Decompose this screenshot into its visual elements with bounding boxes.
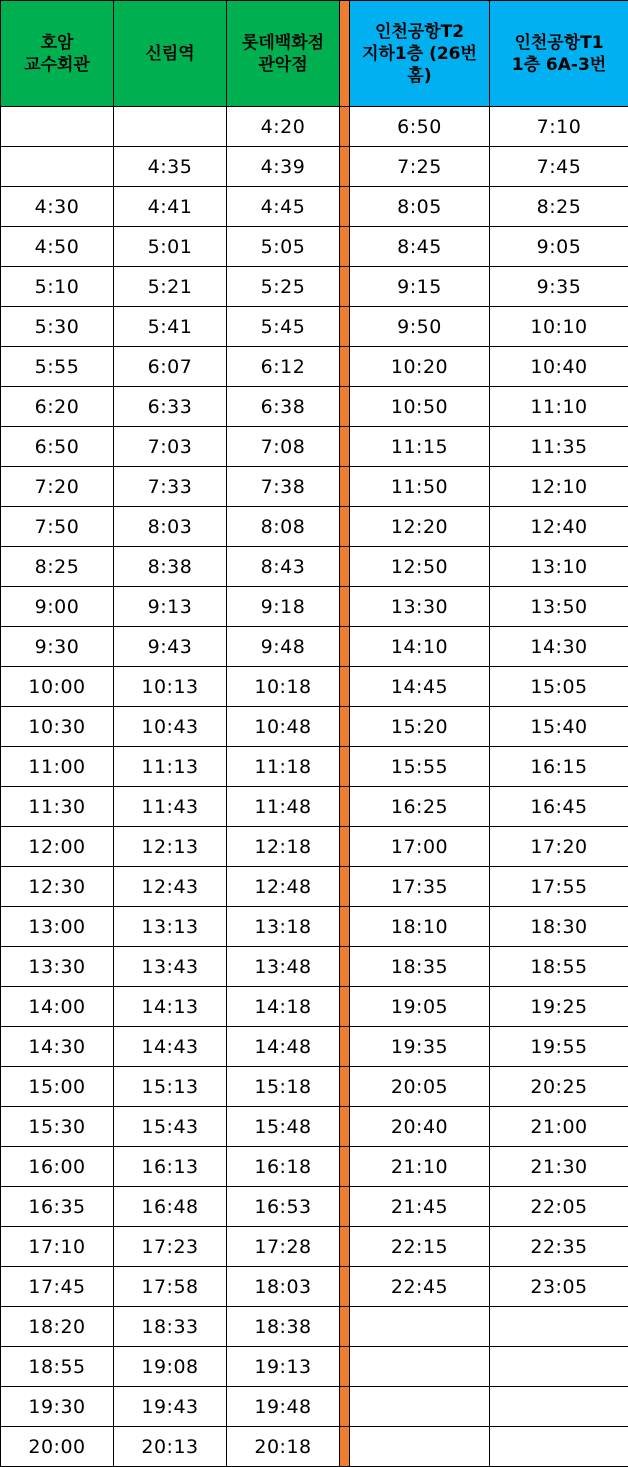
separator-cell [340, 107, 350, 147]
time-lotte-cell: 5:05 [227, 227, 340, 267]
time-t2-cell: 15:20 [350, 707, 490, 747]
time-sillim-cell: 15:43 [114, 1107, 227, 1147]
time-t1-cell: 19:25 [490, 987, 628, 1027]
table-row [1, 707, 628, 747]
time-t2-cell: 12:20 [350, 507, 490, 547]
time-sillim-cell: 12:43 [114, 867, 227, 907]
separator-cell [340, 547, 350, 587]
separator-cell [340, 187, 350, 227]
table-row [1, 1347, 628, 1387]
time-t2-cell [350, 1427, 490, 1467]
time-t2-cell: 22:45 [350, 1267, 490, 1307]
time-t2-cell: 17:35 [350, 867, 490, 907]
header-lotte-dept-gwanak: 롯데백화점 관악점 [227, 1, 340, 107]
time-t2-cell [350, 1387, 490, 1427]
table-row [1, 1387, 628, 1427]
time-t1-cell: 10:40 [490, 347, 628, 387]
time-t1-cell: 19:55 [490, 1027, 628, 1067]
table-row [1, 1307, 628, 1347]
time-t1-cell: 12:40 [490, 507, 628, 547]
time-hoam-cell: 19:30 [1, 1387, 114, 1427]
time-sillim-cell: 7:33 [114, 467, 227, 507]
time-sillim-cell: 6:33 [114, 387, 227, 427]
time-t1-cell: 17:55 [490, 867, 628, 907]
table-row [1, 1227, 628, 1267]
time-lotte-cell: 14:18 [227, 987, 340, 1027]
table-row [1, 147, 628, 187]
table-row [1, 1147, 628, 1187]
separator-cell [340, 387, 350, 427]
separator-cell [340, 987, 350, 1027]
time-hoam-cell: 18:55 [1, 1347, 114, 1387]
table-row [1, 867, 628, 907]
time-t1-cell: 13:10 [490, 547, 628, 587]
time-sillim-cell: 11:13 [114, 747, 227, 787]
header-incheon-airport-t1: 인천공항T1 1층 6A-3번 [490, 1, 628, 107]
time-t2-cell: 17:00 [350, 827, 490, 867]
time-hoam-cell: 9:30 [1, 627, 114, 667]
time-t2-cell: 8:05 [350, 187, 490, 227]
time-lotte-cell: 9:18 [227, 587, 340, 627]
time-t2-cell: 8:45 [350, 227, 490, 267]
time-sillim-cell: 10:43 [114, 707, 227, 747]
time-hoam-cell: 17:10 [1, 1227, 114, 1267]
time-t1-cell: 16:45 [490, 787, 628, 827]
time-t1-cell: 21:00 [490, 1107, 628, 1147]
header-sillim-station: 신림역 [114, 1, 227, 107]
time-t2-cell: 16:25 [350, 787, 490, 827]
time-hoam-cell [1, 107, 114, 147]
time-t2-cell: 9:50 [350, 307, 490, 347]
time-sillim-cell: 13:43 [114, 947, 227, 987]
time-sillim-cell: 16:48 [114, 1187, 227, 1227]
time-t2-cell: 11:50 [350, 467, 490, 507]
time-hoam-cell: 11:00 [1, 747, 114, 787]
time-t1-cell: 18:30 [490, 907, 628, 947]
time-t2-cell: 11:15 [350, 427, 490, 467]
time-lotte-cell: 16:18 [227, 1147, 340, 1187]
time-lotte-cell: 6:38 [227, 387, 340, 427]
time-t1-cell [490, 1387, 628, 1427]
time-sillim-cell: 15:13 [114, 1067, 227, 1107]
time-t1-cell: 9:05 [490, 227, 628, 267]
time-t1-cell: 16:15 [490, 747, 628, 787]
time-t2-cell: 19:05 [350, 987, 490, 1027]
time-t1-cell: 12:10 [490, 467, 628, 507]
time-hoam-cell: 15:00 [1, 1067, 114, 1107]
table-row [1, 827, 628, 867]
table-row [1, 507, 628, 547]
time-t2-cell [350, 1347, 490, 1387]
time-t1-cell: 21:30 [490, 1147, 628, 1187]
time-sillim-cell: 10:13 [114, 667, 227, 707]
separator-cell [340, 1027, 350, 1067]
time-lotte-cell: 20:18 [227, 1427, 340, 1467]
table-row [1, 1427, 628, 1467]
time-hoam-cell: 10:00 [1, 667, 114, 707]
time-sillim-cell: 8:38 [114, 547, 227, 587]
time-sillim-cell: 4:35 [114, 147, 227, 187]
time-sillim-cell: 9:43 [114, 627, 227, 667]
time-t1-cell: 23:05 [490, 1267, 628, 1307]
time-sillim-cell: 14:13 [114, 987, 227, 1027]
time-hoam-cell: 6:50 [1, 427, 114, 467]
time-t2-cell: 18:10 [350, 907, 490, 947]
time-hoam-cell: 14:00 [1, 987, 114, 1027]
table-row [1, 427, 628, 467]
time-hoam-cell: 12:30 [1, 867, 114, 907]
time-lotte-cell: 18:03 [227, 1267, 340, 1307]
time-hoam-cell: 11:30 [1, 787, 114, 827]
table-row [1, 187, 628, 227]
time-hoam-cell: 15:30 [1, 1107, 114, 1147]
time-lotte-cell: 19:13 [227, 1347, 340, 1387]
time-lotte-cell: 7:38 [227, 467, 340, 507]
time-sillim-cell: 8:03 [114, 507, 227, 547]
table-row [1, 387, 628, 427]
time-lotte-cell: 5:45 [227, 307, 340, 347]
separator-cell [340, 787, 350, 827]
separator-cell [340, 627, 350, 667]
time-sillim-cell [114, 107, 227, 147]
time-t2-cell: 20:05 [350, 1067, 490, 1107]
separator-cell [340, 1147, 350, 1187]
time-hoam-cell: 7:50 [1, 507, 114, 547]
time-sillim-cell: 20:13 [114, 1427, 227, 1467]
time-lotte-cell: 18:38 [227, 1307, 340, 1347]
time-t1-cell: 11:35 [490, 427, 628, 467]
time-sillim-cell: 17:58 [114, 1267, 227, 1307]
time-t2-cell: 18:35 [350, 947, 490, 987]
time-t2-cell: 6:50 [350, 107, 490, 147]
time-lotte-cell: 12:48 [227, 867, 340, 907]
time-lotte-cell: 5:25 [227, 267, 340, 307]
time-hoam-cell: 20:00 [1, 1427, 114, 1467]
time-lotte-cell: 17:28 [227, 1227, 340, 1267]
separator-cell [340, 1387, 350, 1427]
time-lotte-cell: 13:48 [227, 947, 340, 987]
separator-cell [340, 587, 350, 627]
time-sillim-cell: 19:43 [114, 1387, 227, 1427]
table-row [1, 747, 628, 787]
table-row [1, 587, 628, 627]
time-hoam-cell: 4:30 [1, 187, 114, 227]
separator-cell [340, 1347, 350, 1387]
separator-cell [340, 347, 350, 387]
time-t1-cell: 20:25 [490, 1067, 628, 1107]
separator-cell [340, 1067, 350, 1107]
time-lotte-cell: 10:48 [227, 707, 340, 747]
table-row [1, 1187, 628, 1227]
time-sillim-cell: 11:43 [114, 787, 227, 827]
time-hoam-cell: 16:00 [1, 1147, 114, 1187]
time-t2-cell: 21:10 [350, 1147, 490, 1187]
time-t1-cell: 11:10 [490, 387, 628, 427]
time-hoam-cell: 18:20 [1, 1307, 114, 1347]
time-t2-cell: 20:40 [350, 1107, 490, 1147]
time-sillim-cell: 5:21 [114, 267, 227, 307]
time-hoam-cell: 5:10 [1, 267, 114, 307]
table-row [1, 987, 628, 1027]
time-hoam-cell: 12:00 [1, 827, 114, 867]
time-t2-cell: 7:25 [350, 147, 490, 187]
time-t2-cell: 19:35 [350, 1027, 490, 1067]
separator-cell [340, 1187, 350, 1227]
time-sillim-cell: 6:07 [114, 347, 227, 387]
header-incheon-airport-t2: 인천공항T2 지하1층 (26번 홈) [350, 1, 490, 107]
table-row [1, 667, 628, 707]
separator-cell [340, 227, 350, 267]
time-t2-cell: 12:50 [350, 547, 490, 587]
header-hoam-faculty-house: 호암 교수회관 [1, 1, 114, 107]
time-lotte-cell: 12:18 [227, 827, 340, 867]
separator-cell [340, 267, 350, 307]
time-lotte-cell: 4:45 [227, 187, 340, 227]
separator-cell [340, 827, 350, 867]
time-lotte-cell: 11:18 [227, 747, 340, 787]
time-t1-cell: 22:35 [490, 1227, 628, 1267]
time-lotte-cell: 15:18 [227, 1067, 340, 1107]
separator-cell [340, 947, 350, 987]
time-t1-cell [490, 1427, 628, 1467]
time-lotte-cell: 16:53 [227, 1187, 340, 1227]
time-t2-cell [350, 1307, 490, 1347]
time-lotte-cell: 8:08 [227, 507, 340, 547]
time-hoam-cell: 8:25 [1, 547, 114, 587]
separator-cell [340, 427, 350, 467]
table-row [1, 307, 628, 347]
time-t2-cell: 21:45 [350, 1187, 490, 1227]
time-t1-cell [490, 1307, 628, 1347]
time-t2-cell: 14:45 [350, 667, 490, 707]
time-sillim-cell: 9:13 [114, 587, 227, 627]
header-row [1, 1, 628, 107]
table-row [1, 787, 628, 827]
separator-cell [340, 147, 350, 187]
separator-cell [340, 307, 350, 347]
time-lotte-cell: 4:39 [227, 147, 340, 187]
time-sillim-cell: 13:13 [114, 907, 227, 947]
table-row [1, 947, 628, 987]
time-hoam-cell: 5:55 [1, 347, 114, 387]
time-sillim-cell: 18:33 [114, 1307, 227, 1347]
time-hoam-cell: 17:45 [1, 1267, 114, 1307]
time-hoam-cell: 10:30 [1, 707, 114, 747]
time-sillim-cell: 7:03 [114, 427, 227, 467]
time-hoam-cell: 4:50 [1, 227, 114, 267]
time-sillim-cell: 5:01 [114, 227, 227, 267]
time-t2-cell: 10:50 [350, 387, 490, 427]
time-lotte-cell: 7:08 [227, 427, 340, 467]
table-row [1, 1267, 628, 1307]
time-lotte-cell: 15:48 [227, 1107, 340, 1147]
time-sillim-cell: 16:13 [114, 1147, 227, 1187]
time-hoam-cell: 14:30 [1, 1027, 114, 1067]
time-hoam-cell: 16:35 [1, 1187, 114, 1227]
time-hoam-cell: 13:00 [1, 907, 114, 947]
table-row [1, 107, 628, 147]
table-row [1, 267, 628, 307]
table-row [1, 1027, 628, 1067]
table-row [1, 467, 628, 507]
time-lotte-cell: 14:48 [227, 1027, 340, 1067]
time-sillim-cell: 14:43 [114, 1027, 227, 1067]
time-t1-cell: 22:05 [490, 1187, 628, 1227]
separator-cell [340, 1227, 350, 1267]
separator-cell [340, 467, 350, 507]
table-row [1, 627, 628, 667]
time-sillim-cell: 12:13 [114, 827, 227, 867]
separator-cell [340, 867, 350, 907]
time-t2-cell: 14:10 [350, 627, 490, 667]
time-t2-cell: 22:15 [350, 1227, 490, 1267]
time-hoam-cell: 6:20 [1, 387, 114, 427]
time-lotte-cell: 19:48 [227, 1387, 340, 1427]
time-lotte-cell: 4:20 [227, 107, 340, 147]
time-hoam-cell: 5:30 [1, 307, 114, 347]
time-t2-cell: 15:55 [350, 747, 490, 787]
time-hoam-cell: 7:20 [1, 467, 114, 507]
time-sillim-cell: 4:41 [114, 187, 227, 227]
separator-cell [340, 1307, 350, 1347]
time-t1-cell: 18:55 [490, 947, 628, 987]
table-row [1, 227, 628, 267]
time-sillim-cell: 5:41 [114, 307, 227, 347]
separator-cell [340, 1267, 350, 1307]
table-row [1, 1107, 628, 1147]
separator-cell [340, 1427, 350, 1467]
time-t2-cell: 9:15 [350, 267, 490, 307]
time-hoam-cell: 13:30 [1, 947, 114, 987]
separator-cell [340, 747, 350, 787]
separator-cell [340, 707, 350, 747]
table-row [1, 547, 628, 587]
table-row [1, 1067, 628, 1107]
time-hoam-cell [1, 147, 114, 187]
time-t1-cell: 8:25 [490, 187, 628, 227]
time-t2-cell: 13:30 [350, 587, 490, 627]
time-lotte-cell: 6:12 [227, 347, 340, 387]
time-t1-cell: 14:30 [490, 627, 628, 667]
time-t1-cell: 7:10 [490, 107, 628, 147]
time-lotte-cell: 9:48 [227, 627, 340, 667]
time-t1-cell: 15:40 [490, 707, 628, 747]
table-row [1, 907, 628, 947]
separator-cell [340, 1107, 350, 1147]
time-t1-cell: 9:35 [490, 267, 628, 307]
time-hoam-cell: 9:00 [1, 587, 114, 627]
time-lotte-cell: 11:48 [227, 787, 340, 827]
time-lotte-cell: 13:18 [227, 907, 340, 947]
separator-cell [340, 667, 350, 707]
time-t1-cell: 13:50 [490, 587, 628, 627]
time-t1-cell [490, 1347, 628, 1387]
time-lotte-cell: 8:43 [227, 547, 340, 587]
separator-cell [340, 507, 350, 547]
time-t1-cell: 10:10 [490, 307, 628, 347]
time-sillim-cell: 17:23 [114, 1227, 227, 1267]
column-separator [340, 1, 350, 107]
separator-cell [340, 907, 350, 947]
time-sillim-cell: 19:08 [114, 1347, 227, 1387]
time-t1-cell: 7:45 [490, 147, 628, 187]
time-t1-cell: 17:20 [490, 827, 628, 867]
table-row [1, 347, 628, 387]
time-t1-cell: 15:05 [490, 667, 628, 707]
time-lotte-cell: 10:18 [227, 667, 340, 707]
time-t2-cell: 10:20 [350, 347, 490, 387]
